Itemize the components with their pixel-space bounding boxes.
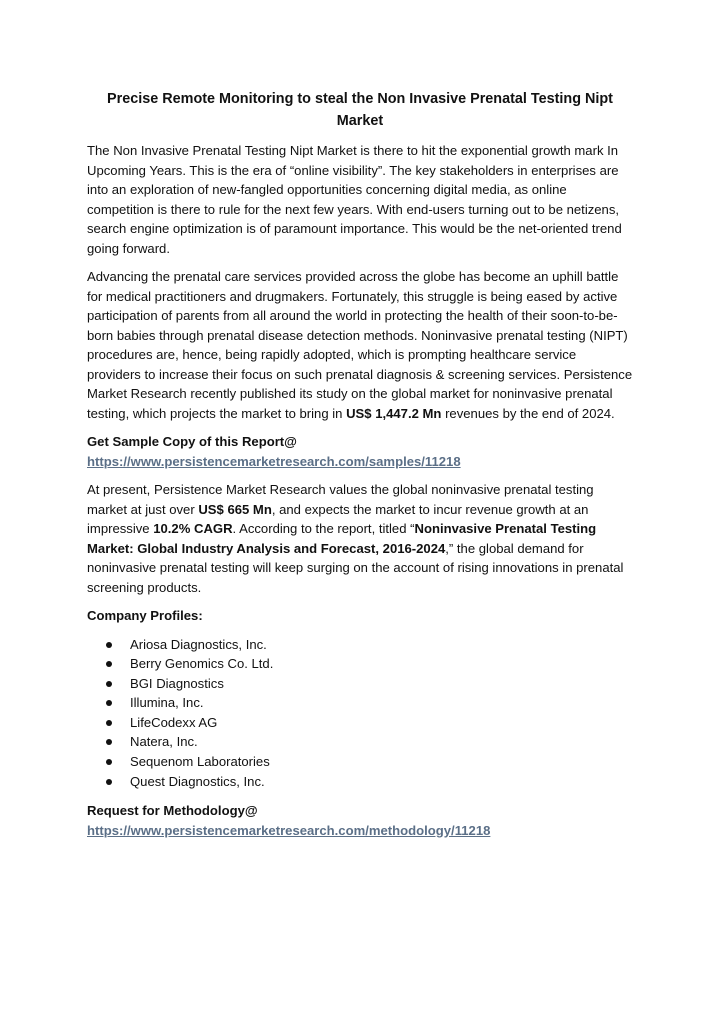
cagr-bold: 10.2% CAGR [153, 521, 233, 536]
methodology-block [87, 801, 633, 840]
list-item [87, 654, 633, 674]
company-name: Sequenom Laboratories [130, 754, 270, 770]
bullet-icon [106, 642, 112, 648]
bullet-icon [106, 681, 112, 687]
company-name: Illumina, Inc. [130, 695, 204, 711]
document-body [87, 88, 633, 849]
bullet-icon [106, 720, 112, 726]
company-name: Ariosa Diagnostics, Inc. [130, 636, 267, 652]
valuation-text-2: , and expects the market to incur revenue growth at an impressive [87, 501, 589, 536]
list-item [87, 772, 633, 792]
list-item [87, 713, 633, 733]
report-title-bold: Noninvasive Prenatal Testing Market: Global Industry Analysis and Forecast, 2016-2024 [87, 521, 597, 556]
market-value-bold: US$ 1,447.2 Mn [346, 405, 442, 421]
bullet-icon [106, 759, 112, 765]
company-name: Quest Diagnostics, Inc. [130, 773, 265, 789]
company-profiles-heading-text: Company Profiles: [87, 608, 203, 623]
company-list [87, 635, 633, 792]
methodology-label: Request for Methodology@ [87, 803, 258, 819]
valuation-text-3: . According to the report, titled “ [232, 521, 415, 536]
valuation-text-4: ,” the global demand for noninvasive prenatal testing will keep surging on the account of rising innovations in prenatal screening products. [87, 540, 624, 595]
company-name: BGI Diagnostics [130, 675, 224, 691]
list-item [87, 732, 633, 752]
list-item [87, 693, 633, 713]
market-paragraph-tail: revenues by the end of 2024. [441, 405, 615, 421]
document-title: Precise Remote Monitoring to steal the Non Invasive Prenatal Testing Nipt Market [107, 91, 613, 129]
valuation-bold-value: US$ 665 Mn [198, 501, 272, 517]
company-name: LifeCodexx AG [130, 714, 218, 730]
bullet-icon [106, 779, 112, 785]
list-item [87, 674, 633, 694]
sample-copy-link[interactable]: https://www.persistencemarketresearch.com/samples/11218 [87, 453, 461, 469]
sample-copy-label: Get Sample Copy of this Report@ [87, 434, 297, 449]
company-name: Natera, Inc. [130, 734, 198, 750]
valuation-text-1: At present, Persistence Market Research values the global noninvasive prenatal testing market at just over [87, 482, 594, 517]
list-item [87, 752, 633, 772]
intro-paragraph: The Non Invasive Prenatal Testing Nipt Market is there to hit the exponential growth mark In Upcoming Years. This is the era of “online visibility”. The key stakeholders in enterprises are into an exploration of new-fangled opportunities concerning digital media, as online competition is there to rule for the next few years. With end-users turning out to be netizens, search engine optimization is of paramount importance. This would be the net-oriented trend going forward. [87, 143, 622, 256]
bullet-icon [106, 700, 112, 706]
company-name: Berry Genomics Co. Ltd. [130, 656, 274, 672]
methodology-link[interactable]: https://www.persistencemarketresearch.com/methodology/11218 [87, 822, 491, 838]
list-item [87, 635, 633, 655]
valuation-paragraph [87, 480, 633, 597]
company-profiles-heading [87, 606, 633, 626]
market-paragraph-text: Advancing the prenatal care services provided across the globe has become an uphill battle for medical practitioners and drugmakers. Fortunately, this struggle is being eased by active participation of parents from all around the world in protecting the health of their soon-to-be-born babies through prenatal disease detection methods. Noninvasive prenatal testing (NIPT) procedures are, hence, being rapidly adopted, which is prompting healthcare service providers to increase their focus on such prenatal diagnosis & screening services. Persistence Market Research recently published its study on the global market for noninvasive prenatal testing, which projects the market to bring in [87, 269, 633, 421]
sample-copy-block [87, 432, 633, 471]
market-paragraph [87, 267, 633, 423]
bullet-icon [106, 739, 112, 745]
bullet-icon [106, 661, 112, 667]
